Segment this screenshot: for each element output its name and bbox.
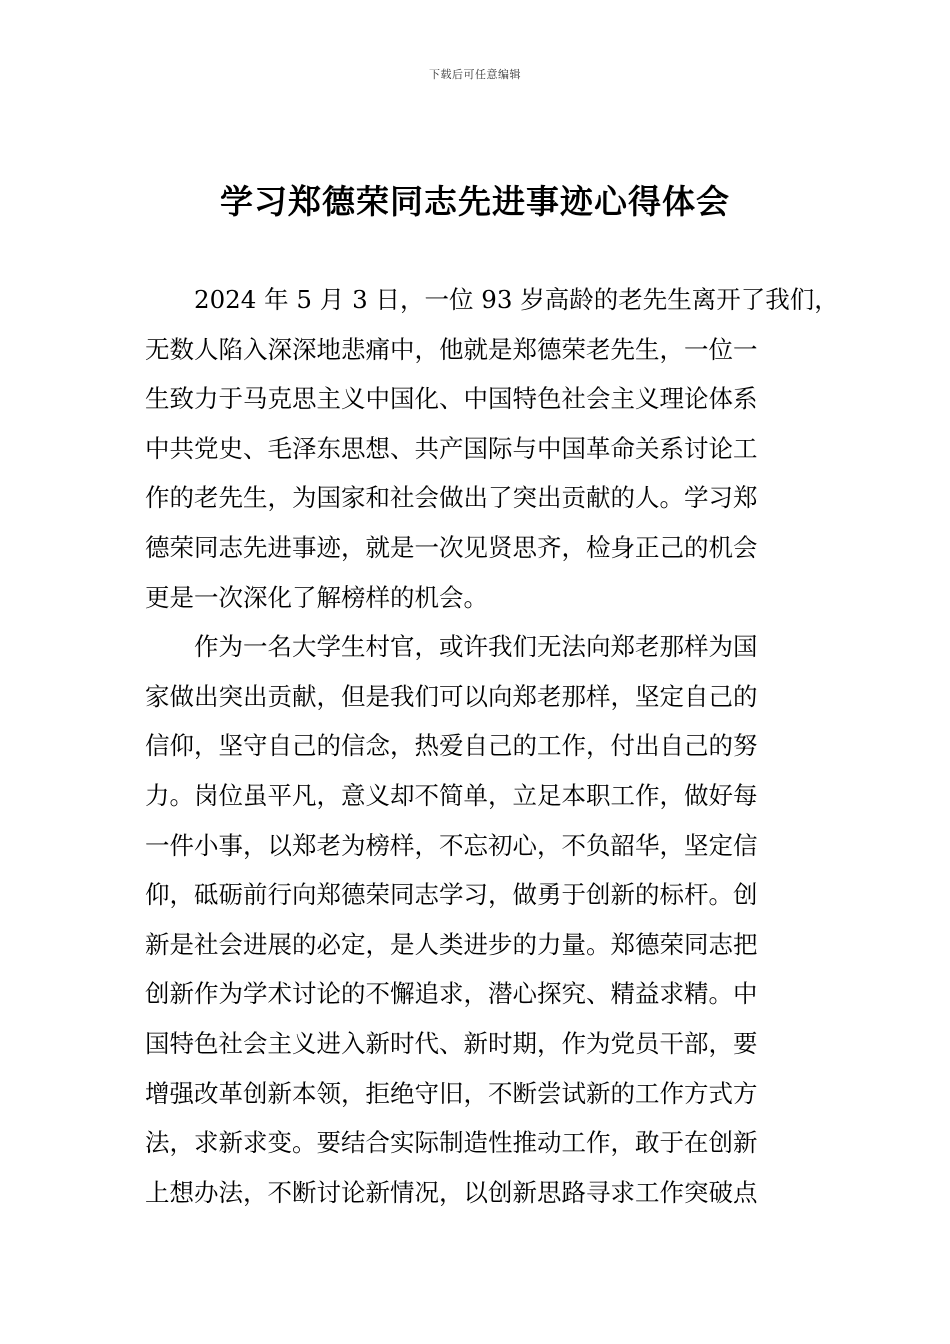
paragraph-2-line: 力。岗位虽平凡，意义却不简单，立足本职工作，做好每 xyxy=(145,780,758,810)
paragraph-1-line: 德荣同志先进事迹，就是一次见贤思齐，检身正己的机会 xyxy=(145,532,758,562)
paragraph-1-line: 更是一次深化了解榜样的机会。 xyxy=(145,582,488,612)
paragraph-2-line: 家做出突出贡献，但是我们可以向郑老那样，坚定自己的 xyxy=(145,681,758,711)
paragraph-2-line: 创新作为学术讨论的不懈追求，潜心探究、精益求精。中 xyxy=(145,979,758,1009)
paragraph-1-line: 无数人陷入深深地悲痛中，他就是郑德荣老先生，一位一 xyxy=(145,334,758,364)
paragraph-2-line: 新是社会进展的必定，是人类进步的力量。郑德荣同志把 xyxy=(145,929,758,959)
paragraph-2-line: 上想办法，不断讨论新情况，以创新思路寻求工作突破点 xyxy=(145,1177,758,1207)
paragraph-2-line: 法，求新求变。要结合实际制造性推动工作，敢于在创新 xyxy=(145,1128,758,1158)
paragraph-1-line: 生致力于马克思主义中国化、中国特色社会主义理论体系 xyxy=(145,384,758,414)
paragraph-2-line: 信仰，坚守自己的信念，热爱自己的工作，付出自己的努 xyxy=(145,731,758,761)
paragraph-2-line: 作为一名大学生村官，或许我们无法向郑老那样为国 xyxy=(194,632,758,662)
paragraph-2-line: 仰，砥砺前行向郑德荣同志学习，做勇于创新的标杆。创 xyxy=(145,880,758,910)
paragraph-2-line: 增强改革创新本领，拒绝守旧，不断尝试新的工作方式方 xyxy=(145,1078,758,1108)
paragraph-2-line: 一件小事，以郑老为榜样，不忘初心，不负韶华，坚定信 xyxy=(145,830,758,860)
paragraph-2-line: 国特色社会主义进入新时代、新时期，作为党员干部，要 xyxy=(145,1028,758,1058)
header-note: 下载后可任意编辑 xyxy=(429,68,521,81)
paragraph-1-line: 2024 年 5 月 3 日，一位 93 岁高龄的老先生离开了我们， xyxy=(194,285,839,314)
document-body xyxy=(145,275,839,1217)
document-title: 学习郑德荣同志先进事迹心得体会 xyxy=(220,182,730,221)
paragraph-1-line: 中共党史、毛泽东思想、共产国际与中国革命关系讨论工 xyxy=(145,433,758,463)
paragraph-1-line: 作的老先生，为国家和社会做出了突出贡献的人。学习郑 xyxy=(145,483,758,513)
